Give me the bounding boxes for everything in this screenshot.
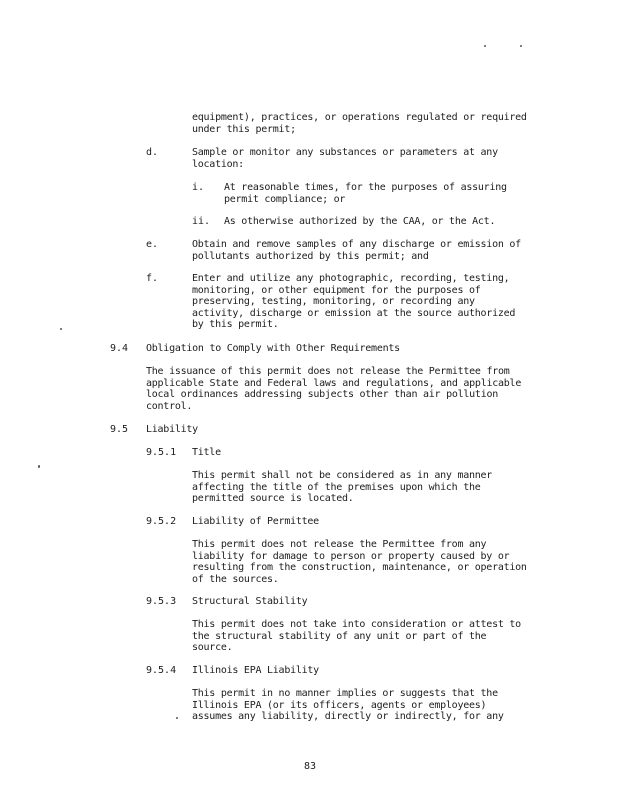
scan-speck <box>60 328 62 330</box>
scan-speck <box>484 45 486 47</box>
section-text-9-5-3: This permit does not take into consideration or attest to the structural stability of any unit or part of the source. <box>192 619 521 654</box>
scan-speck <box>520 45 522 47</box>
scan-speck <box>176 717 178 719</box>
section-text-9-5-1: This permit shall not be considered as in any manner affecting the title of the premises upon which the permitted source is located. <box>192 470 493 505</box>
section-title-9-5: Liability <box>146 424 198 435</box>
section-title-9-5-1: Title <box>192 447 221 458</box>
section-text-9-5-4: This permit in no manner implies or suggests that the Illinois EPA (or its officers, agents or employees) assumes any liability, directly or indirectly, for any <box>192 688 504 723</box>
section-text-9-4: The issuance of this permit does not release the Permittee from applicable State and Federal laws and regulations, and applicable local ordinances addressing subjects other than air pollution control. <box>146 366 522 412</box>
section-number-9-5-3: 9.5.3 <box>146 596 177 607</box>
item-label-d: d. <box>146 147 159 158</box>
section-title-9-5-4: Illinois EPA Liability <box>192 665 319 676</box>
section-number-9-5: 9.5 <box>110 424 129 435</box>
item-label-e: e. <box>146 239 159 250</box>
paragraph-c-continued: equipment), practices, or operations regulated or required under this permit; <box>192 112 527 135</box>
section-text-9-5-2: This permit does not release the Permittee from any liability for damage to person or property caused by or resulting from the construction, maintenance, or operation of the sources. <box>192 539 527 585</box>
scan-speck <box>38 465 40 468</box>
item-label-f: f. <box>146 273 159 284</box>
item-label-d-ii: ii. <box>192 216 211 227</box>
section-title-9-5-3: Structural Stability <box>192 596 308 607</box>
section-title-9-5-2: Liability of Permittee <box>192 516 319 527</box>
paragraph-d-i: At reasonable times, for the purposes of assuring permit compliance; or <box>224 182 507 205</box>
section-number-9-4: 9.4 <box>110 343 129 354</box>
page-number: 83 <box>304 761 317 772</box>
paragraph-d: Sample or monitor any substances or parameters at any location: <box>192 147 498 170</box>
section-number-9-5-1: 9.5.1 <box>146 447 177 458</box>
section-number-9-5-4: 9.5.4 <box>146 665 177 676</box>
section-title-9-4: Obligation to Comply with Other Requirements <box>146 343 400 354</box>
section-number-9-5-2: 9.5.2 <box>146 516 177 527</box>
paragraph-d-ii: As otherwise authorized by the CAA, or the Act. <box>224 216 496 227</box>
paragraph-f: Enter and utilize any photographic, recording, testing, monitoring, or other equipment for the purposes of preserving, testing, monitoring, or recording any activity, discharge or emission at the source authorized by this permit. <box>192 273 516 331</box>
paragraph-e: Obtain and remove samples of any discharge or emission of pollutants authorized by this permit; and <box>192 239 521 262</box>
item-label-d-i: i. <box>192 182 205 193</box>
